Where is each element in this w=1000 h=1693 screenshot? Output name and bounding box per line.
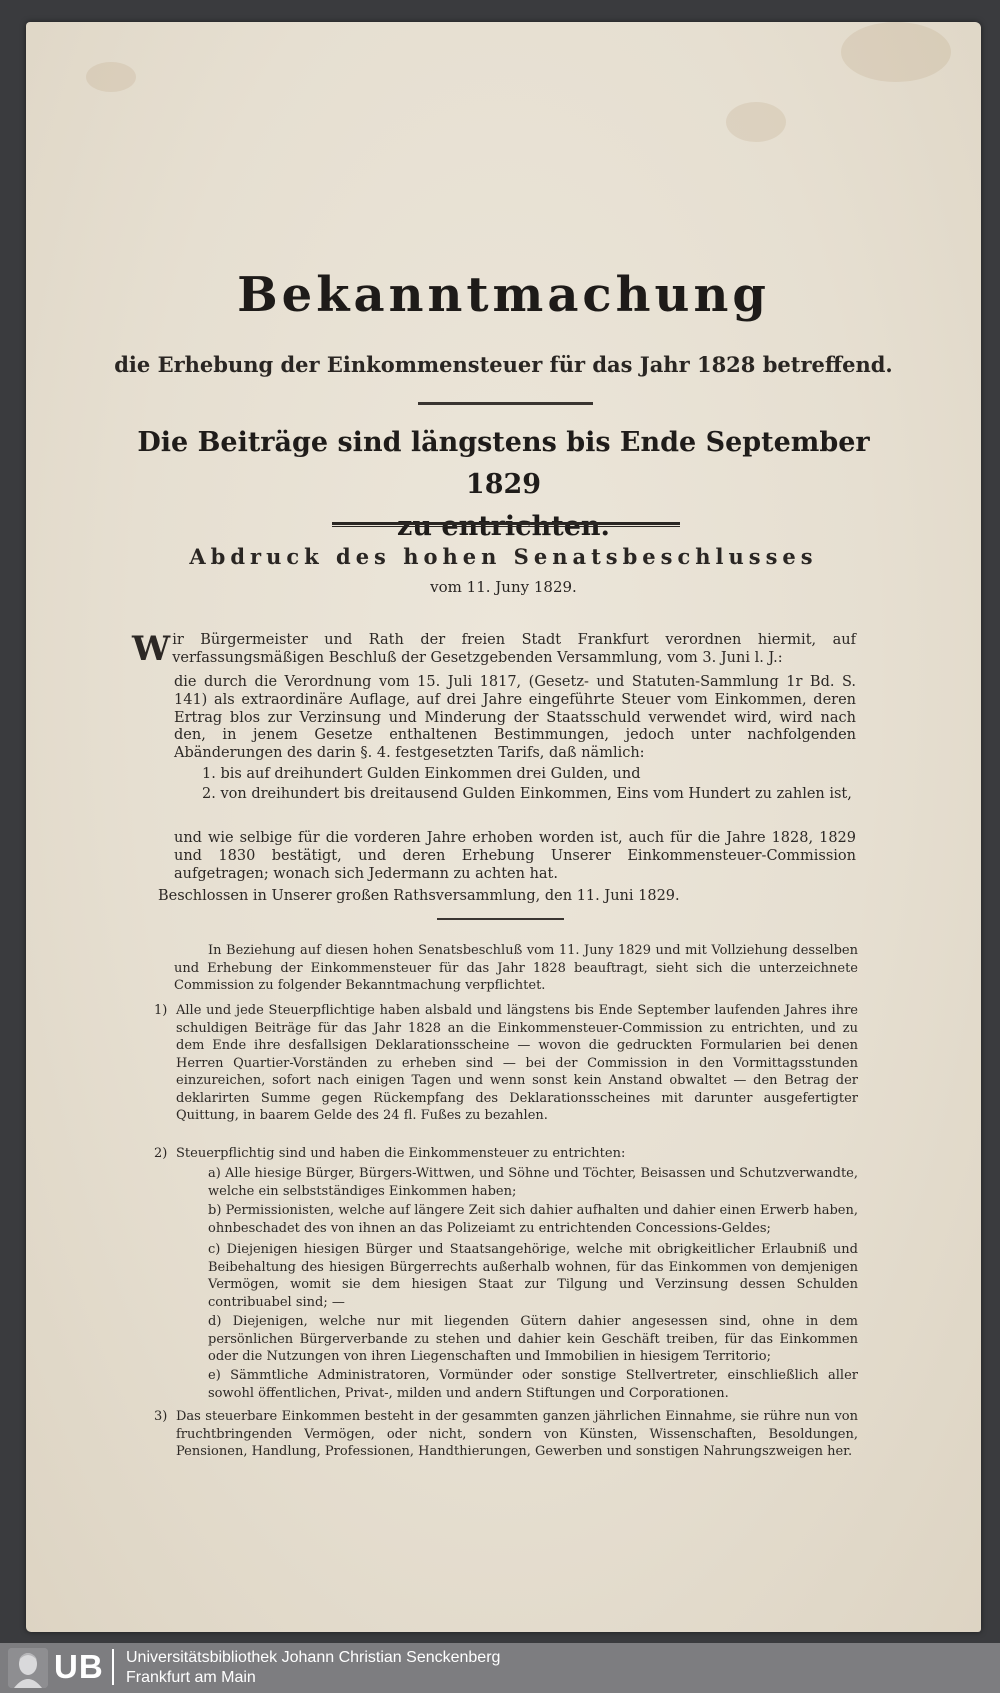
decree-after: und wie selbige für die vorderen Jahre erhoben worden ist, auch für die Jahre 1828, 1829 und 1830 bestätigt, und deren Erhebung Unserer Einkommensteuer-Commission aufgetragen; wonach sich Jedermann zu achten hat. xyxy=(174,830,856,882)
sub-item-c: c) Diejenigen hiesigen Bürger und Staatsangehörige, welche mit obrigkeitlicher Erlaubniß und Beibehaltung des hiesigen Bürgerrechts außerhalb wohnen, für das Einkommen von demjenigen Vermögen, womit sie dem hiesigen Staat zur Tilgung und Verzinsung dessen Schulden contribuabel sind; — xyxy=(208,1242,858,1310)
announcement-item-2: Steuerpflichtig sind und haben die Einkommensteuer zu entrichten: xyxy=(176,1146,626,1161)
item-number: 1) xyxy=(154,1003,168,1018)
paper-stain xyxy=(841,22,951,82)
library-name-line-1: Universitätsbibliothek Johann Christian Senckenberg xyxy=(126,1649,501,1666)
divider xyxy=(418,402,593,405)
decree-intro xyxy=(132,629,856,669)
decree-item-1: 1. bis auf dreihundert Gulden Einkommen drei Gulden, und xyxy=(202,766,641,782)
announcement-item-3: Das steuerbare Einkommen besteht in der gesammten ganzen jährlichen Einnahme, sie rühre nun von fruchtbringenden Vermögen, oder nicht, sondern von Künsten, Wissenschaften, Besoldungen, Pensionen, Handlung, Professionen, Handthierungen, Gewerben und sonstigen Nahrungszweigen her. xyxy=(176,1409,858,1459)
sub-item-a: a) Alle hiesige Bürger, Bürgers-Wittwen, und Söhne und Töchter, Beisassen und Schutzverwandte, welche ein selbstständiges Einkommen haben; xyxy=(208,1166,858,1199)
deadline-line-1: Die Beiträge sind längstens bis Ende September 1829 xyxy=(137,427,870,500)
announcement-item-1: Alle und jede Steuerpflichtige haben alsbald und längstens bis Ende September laufenden Jahres ihre schuldigen Beiträge für das Jahr 1828 an die Einkommensteuer-Commission zu entrichten, und zu dem Ende ihre desfallsigen Deklarationsscheine — wovon die gedruckten Formularien bei denen Herren Quartier-Vorständen zu erheben sind — bei der Commission in den Vormittagsstunden einzureichen, sofort nach einigen Tagen und wenn sonst kein Anstand obwaltet — den Betrag der deklarirten Summe gegen Rückempfang des Deklarationsscheines mit darunter ausgefertigter Quittung, in baarem Gelde des 24 fl. Fußes zu bezahlen. xyxy=(176,1003,858,1123)
paper-stain xyxy=(86,62,136,92)
sub-item-d: d) Diejenigen, welche nur mit liegenden Gütern dahier angesessen sind, ohne in dem persönlichen Bürgerverbande zu stehen und dahier kein Geschäft treiben, für das Einkommen oder die Nutzungen von ihren Liegenschaften und Immobilien in hiesigem Territorio; xyxy=(208,1314,858,1364)
decree-end: Beschlossen in Unserer großen Rathsversammlung, den 11. Juni 1829. xyxy=(158,888,680,904)
section-heading: Abdruck des hohen Senatsbeschlusses xyxy=(189,544,818,569)
dropcap: W xyxy=(132,629,171,669)
library-name-line-2: Frankfurt am Main xyxy=(126,1669,256,1686)
library-name xyxy=(126,1648,500,1688)
document-subtitle: die Erhebung der Einkommensteuer für das Jahr 1828 betreffend. xyxy=(114,352,893,377)
deadline-notice xyxy=(106,422,901,548)
library-footer xyxy=(0,1643,1000,1693)
deadline-line-2: zu entrichten. xyxy=(397,511,610,542)
ub-logo-text: UB xyxy=(54,1648,104,1685)
announcement-intro: In Beziehung auf diesen hohen Senatsbeschluß vom 11. Juny 1829 und mit Vollziehung desselben und Erhebung der Einkommensteuer für das Jahr 1828 beauftragt, sieht sich die unterzeichnete Commission zu folgender Bekanntmachung verpflichtet. xyxy=(174,943,858,993)
divider xyxy=(112,1649,114,1685)
decree-body: die durch die Verordnung vom 15. Juli 1817, (Gesetz- und Statuten-Sammlung 1r Bd. S. 141) als extraordinäre Auflage, auf drei Jahre eingeführte Steuer vom Einkommen, deren Ertrag blos zur Verzinsung und Minderung der Staatsschuld verwendet wird, wird nach den, in jenem Gesetze enthaltenen Bestimmungen, jedoch unter nachfolgenden Abänderungen des darin §. 4. festgesetzten Tarifs, daß nämlich: xyxy=(174,674,856,762)
divider xyxy=(437,918,564,920)
sub-item-b: b) Permissionisten, welche auf längere Zeit sich dahier aufhalten und dahier einen Erwerb haben, ohnbeschadet des von ihnen an das Polizeiamt zu entrichtenden Concessions-Geldes; xyxy=(208,1203,858,1236)
section-date: vom 11. Juny 1829. xyxy=(430,578,577,596)
sub-item-e: e) Sämmtliche Administratoren, Vormünder oder sonstige Stellvertreter, einschließlich aller sowohl öffentlichen, Privat-, milden und andern Stiftungen und Corporationen. xyxy=(208,1368,858,1401)
paper-stain xyxy=(726,102,786,142)
divider xyxy=(332,522,680,527)
document-page xyxy=(26,22,981,1632)
portrait-icon xyxy=(8,1648,48,1688)
item-number: 3) xyxy=(154,1409,168,1424)
decree-intro-text: ir Bürgermeister und Rath der freien Stadt Frankfurt verordnen hiermit, auf verfassungsmäßigen Beschluß der Gesetzgebenden Versammlung, vom 3. Juni l. J.: xyxy=(172,632,856,666)
item-number: 2) xyxy=(154,1146,168,1161)
document-title: Bekanntmachung xyxy=(237,267,770,323)
ub-logo[interactable] xyxy=(4,1646,114,1688)
decree-item-2: 2. von dreihundert bis dreitausend Gulden Einkommen, Eins vom Hundert zu zahlen ist, xyxy=(202,786,852,802)
